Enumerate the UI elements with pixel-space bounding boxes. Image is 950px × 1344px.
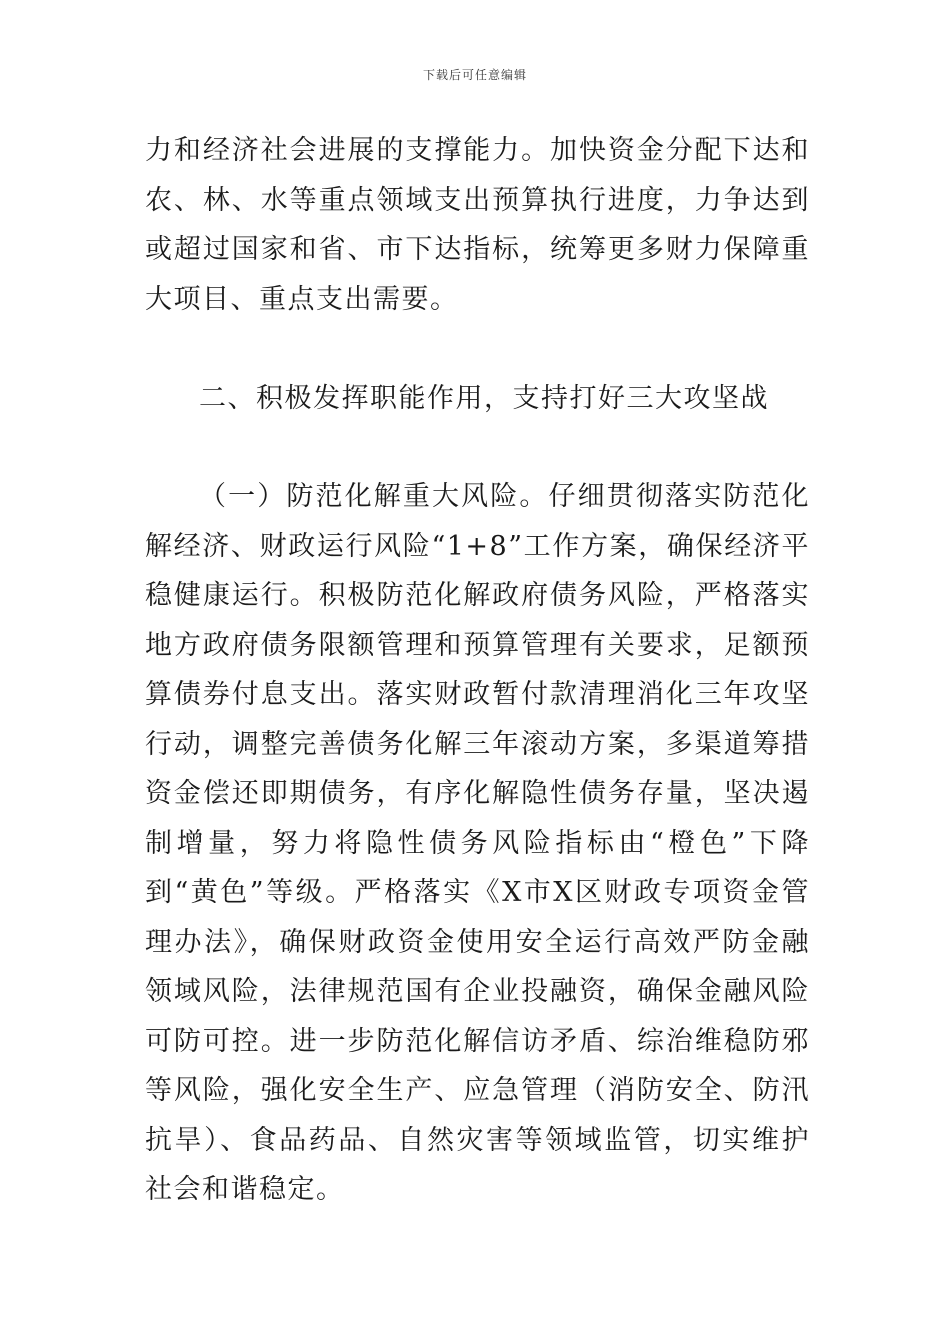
section-heading: 二、积极发挥职能作用，支持打好三大攻坚战	[199, 383, 769, 414]
header-note: 下载后可任意编辑	[422, 68, 527, 82]
paragraph-continuation: 力和经济社会进展的支撑能力。加快资金分配下达和农、林、水等重点领域支出预算执行进度，力争达到或超过国家和省、市下达指标，统筹更多财力保障重大项目、重点支出需要。	[145, 135, 810, 315]
paragraph-risk-prevention: （一）防范化解重大风险。仔细贯彻落实防范化解经济、财政运行风险“1+8”工作方案，确保经济平稳健康运行。积极防范化解政府债务风险，严格落实地方政府债务限额管理和预算管理有关要求，足额预算债券付息支出。落实财政暂付款清理消化三年攻坚行动，调整完善债务化解三年滚动方案，多渠道筹措资金偿还即期债务，有序化解隐性债务存量，坚决遏制增量，努力将隐性债务风险指标由“橙色”下降到“黄色”等级。严格落实《X市X区财政专项资金管理办法》，确保财政资金使用安全运行高效严防金融领域风险，法律规范国有企业投融资，确保金融风险可防可控。进一步防范化解信访矛盾、综治维稳防邪等风险，强化安全生产、应急管理（消防安全、防汛抗旱）、食品药品、自然灾害等领域监管，切实维护社会和谐稳定。	[145, 481, 810, 1205]
